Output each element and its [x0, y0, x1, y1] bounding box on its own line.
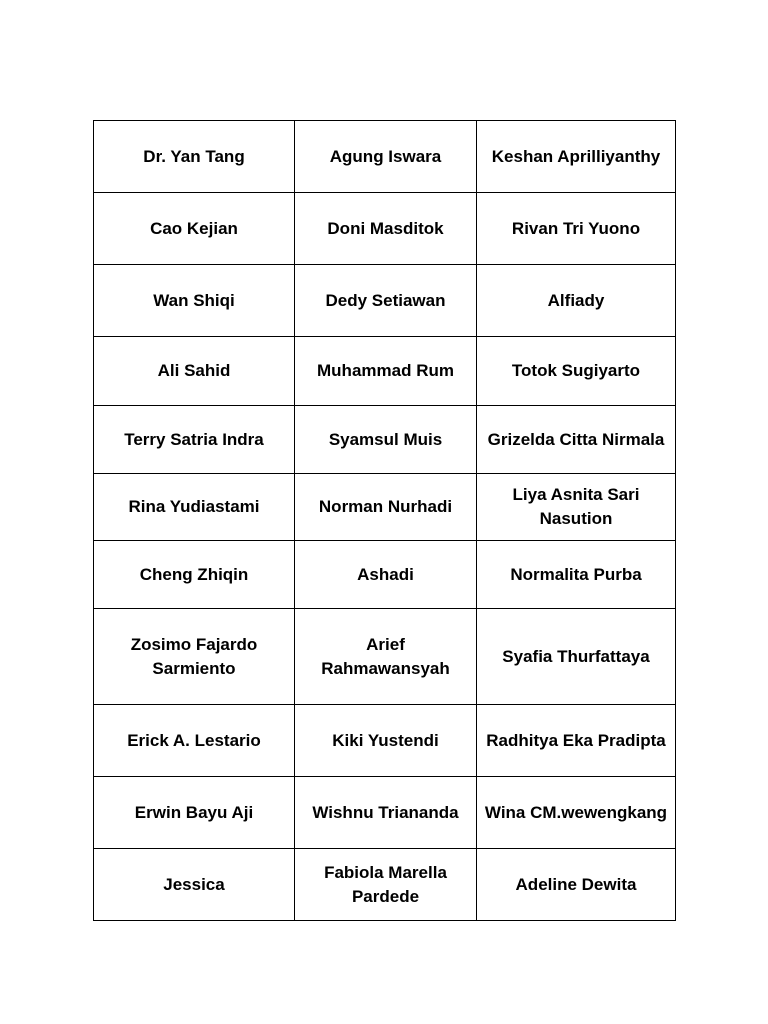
- table-cell: Doni Masditok: [295, 193, 477, 265]
- table-cell: Jessica: [94, 849, 295, 921]
- table-cell: Normalita Purba: [477, 541, 676, 609]
- table-cell: Muhammad Rum: [295, 337, 477, 406]
- names-table: [93, 120, 676, 921]
- table-cell: Rivan Tri Yuono: [477, 193, 676, 265]
- table-cell: Cao Kejian: [94, 193, 295, 265]
- table-cell: Dedy Setiawan: [295, 265, 477, 337]
- table-row: [94, 777, 676, 849]
- table-cell: Terry Satria Indra: [94, 406, 295, 474]
- table-cell: Ali Sahid: [94, 337, 295, 406]
- table-cell: Dr. Yan Tang: [94, 121, 295, 193]
- table-cell: Syafia Thurfattaya: [477, 609, 676, 705]
- table-cell: Erwin Bayu Aji: [94, 777, 295, 849]
- table-cell: Ashadi: [295, 541, 477, 609]
- table-row: [94, 474, 676, 541]
- table-cell: Wishnu Triananda: [295, 777, 477, 849]
- table-cell: Radhitya Eka Pradipta: [477, 705, 676, 777]
- table-row: [94, 121, 676, 193]
- table-cell: Totok Sugiyarto: [477, 337, 676, 406]
- table-cell: Syamsul Muis: [295, 406, 477, 474]
- table-cell: Erick A. Lestario: [94, 705, 295, 777]
- table-row: [94, 406, 676, 474]
- table-row: [94, 265, 676, 337]
- table-cell: Kiki Yustendi: [295, 705, 477, 777]
- table-cell: Cheng Zhiqin: [94, 541, 295, 609]
- table-cell: Wina CM.wewengkang: [477, 777, 676, 849]
- table-cell: Adeline Dewita: [477, 849, 676, 921]
- table-cell: Keshan Aprilliyanthy: [477, 121, 676, 193]
- table-cell: Arief Rahmawansyah: [295, 609, 477, 705]
- table-cell: Norman Nurhadi: [295, 474, 477, 541]
- table-cell: Grizelda Citta Nirmala: [477, 406, 676, 474]
- table-cell: Wan Shiqi: [94, 265, 295, 337]
- table-cell: Agung Iswara: [295, 121, 477, 193]
- table-cell: Zosimo Fajardo Sarmiento: [94, 609, 295, 705]
- table-row: [94, 849, 676, 921]
- table-row: [94, 337, 676, 406]
- table-row: [94, 609, 676, 705]
- table-cell: Liya Asnita Sari Nasution: [477, 474, 676, 541]
- table-row: [94, 193, 676, 265]
- table-row: [94, 705, 676, 777]
- table-cell: Fabiola Marella Pardede: [295, 849, 477, 921]
- table-cell: Rina Yudiastami: [94, 474, 295, 541]
- table-cell: Alfiady: [477, 265, 676, 337]
- table-row: [94, 541, 676, 609]
